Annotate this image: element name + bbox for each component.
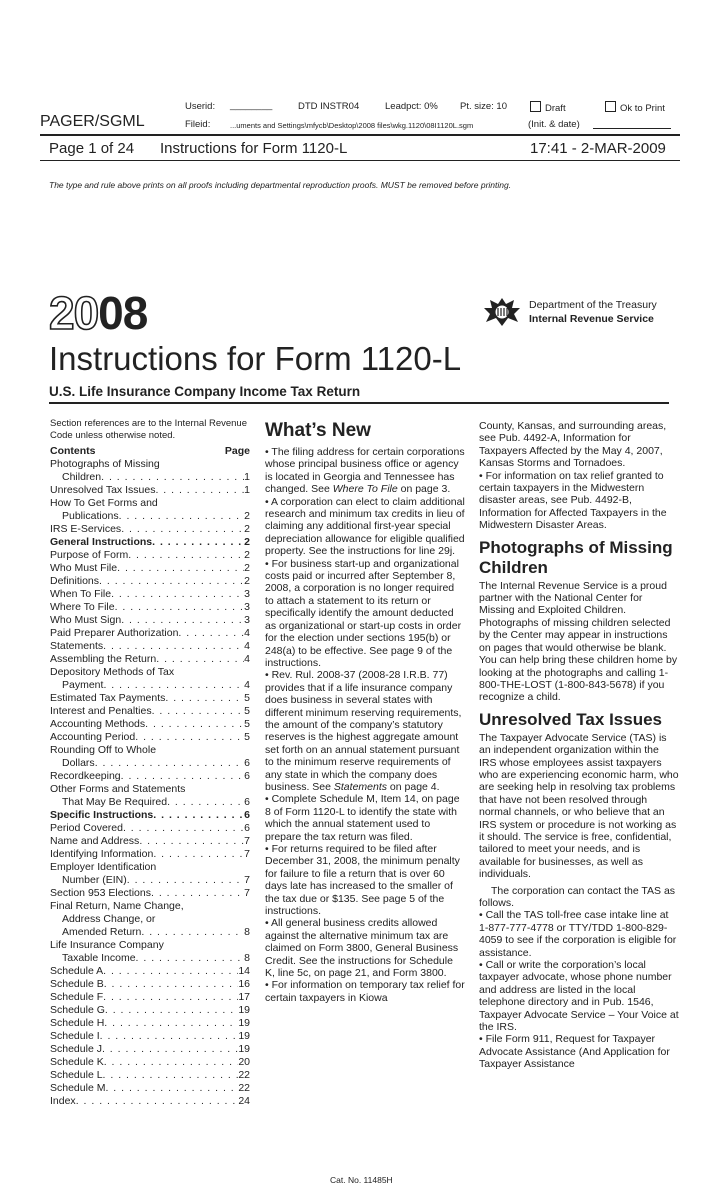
init-date-line xyxy=(593,128,671,129)
toc-entry-title: That May Be Required xyxy=(62,796,168,808)
toc-entry[interactable] xyxy=(50,1030,250,1043)
toc-entry[interactable] xyxy=(50,757,250,770)
toc-leader-dots xyxy=(178,627,244,640)
toc-entry[interactable] xyxy=(50,497,250,510)
toc-entry-page: 7 xyxy=(244,835,250,847)
toc-entry-title: Depository Methods of Tax xyxy=(50,666,175,678)
toc-entry[interactable] xyxy=(50,627,250,640)
toc-entry-page: 4 xyxy=(244,653,250,665)
table-of-contents xyxy=(50,418,250,1108)
toc-entry-page: 16 xyxy=(238,978,250,990)
toc-entry[interactable] xyxy=(50,653,250,666)
toc-entry-title: Period Covered xyxy=(50,822,123,834)
toc-entry-title: Dollars xyxy=(62,757,95,769)
toc-entry-title: Address Change, or xyxy=(62,913,156,925)
toc-entry[interactable] xyxy=(50,1095,250,1108)
tas-contact: The corporation can contact the TAS as follows. xyxy=(479,884,676,909)
toc-leader-dots xyxy=(105,1004,238,1017)
toc-entry-title: Accounting Period xyxy=(50,731,136,743)
toc-leader-dots xyxy=(152,536,244,549)
toc-entry-title: Number (EIN) xyxy=(62,874,127,886)
toc-entry-title: Unresolved Tax Issues xyxy=(50,484,156,496)
toc-entry[interactable] xyxy=(50,705,250,718)
toc-entry-title: Schedule H xyxy=(50,1017,105,1029)
toc-entry[interactable] xyxy=(50,783,250,796)
toc-entry-page: 3 xyxy=(244,601,250,613)
fileid-value: ...uments and Settings\mfycb\Desktop\2008 files\wkg.1120\08I1120L.sgm xyxy=(230,121,474,130)
toc-entry[interactable] xyxy=(50,887,250,900)
toc-entry-page: 6 xyxy=(244,770,250,782)
toc-page-label: Page xyxy=(224,445,250,457)
midwest-item: • For information on tax relief granted to certain taxpayers in the Midwestern disaster areas, see Pub. 4492-B, Information for Affected Taxpayers in the Midwestern Disaster Areas. xyxy=(479,470,679,532)
toc-entry-title: Definitions xyxy=(50,575,100,587)
kiowa-continuation: County, Kansas, and surrounding areas, see Pub. 4492-A, Information for Taxpayers Affected by the May 4, 2007, Kansas Storms and Tornadoes. xyxy=(479,420,667,470)
toc-entry[interactable] xyxy=(50,692,250,705)
toc-entry[interactable] xyxy=(50,900,250,913)
toc-entry-title: Who Must Sign xyxy=(50,614,122,626)
toc-entry-title: Estimated Tax Payments xyxy=(50,692,166,704)
checkbox-icon xyxy=(605,101,616,112)
toc-entry-page: 2 xyxy=(244,536,250,548)
toc-leader-dots xyxy=(145,718,244,731)
toc-entry-page: 19 xyxy=(238,1017,250,1029)
toc-entry-title: Employer Identification xyxy=(50,861,157,873)
toc-entry-title: Taxable Income xyxy=(62,952,136,964)
toc-entry[interactable] xyxy=(50,471,250,484)
dtd-label: DTD INSTR04 xyxy=(298,101,360,112)
toc-intro: Section references are to the Internal Revenue Code unless otherwise noted. xyxy=(50,418,247,441)
toc-entry[interactable] xyxy=(50,575,250,588)
toc-entry[interactable] xyxy=(50,1043,250,1056)
toc-entry-page: 6 xyxy=(244,822,250,834)
toc-entry-page: 4 xyxy=(244,627,250,639)
ok-to-print-checkbox[interactable] xyxy=(605,101,665,114)
toc-entry[interactable] xyxy=(50,718,250,731)
toc-entry[interactable] xyxy=(50,588,250,601)
irs-eagle-logo xyxy=(482,294,522,330)
toc-entry[interactable] xyxy=(50,874,250,887)
toc-entry-page: 22 xyxy=(238,1082,250,1094)
doc-title-label: Instructions for Form 1120-L xyxy=(160,140,348,157)
whats-new-item: • Complete Schedule M, Item 14, on page 8 of Form 1120-L to identify the state with which the annual statement used to prepare the tax return was filed. xyxy=(265,793,465,843)
year-outline: 20 xyxy=(49,287,99,339)
toc-leader-dots xyxy=(76,1095,239,1108)
toc-entry[interactable] xyxy=(50,835,250,848)
toc-entry-page: 8 xyxy=(244,926,250,938)
toc-entry[interactable] xyxy=(50,640,250,653)
toc-entry-page: 2 xyxy=(244,575,250,587)
toc-entry[interactable] xyxy=(50,939,250,952)
toc-leader-dots xyxy=(153,848,244,861)
toc-entry[interactable] xyxy=(50,796,250,809)
toc-entry-title: Children xyxy=(62,471,102,483)
toc-entry-page: 7 xyxy=(244,848,250,860)
toc-leader-dots xyxy=(100,1030,239,1043)
toc-entry[interactable] xyxy=(50,601,250,614)
toc-entry-title: IRS E-Services xyxy=(50,523,122,535)
whats-new-item: • The filing address for certain corporations whose principal business office or agency is located in Georgia and Tennessee has changed. See Where To File on page 3. xyxy=(265,446,465,496)
toc-entry-page: 7 xyxy=(244,874,250,886)
toc-leader-dots xyxy=(136,952,245,965)
toc-entry[interactable] xyxy=(50,1017,250,1030)
toc-leader-dots xyxy=(111,588,244,601)
toc-entry[interactable] xyxy=(50,666,250,679)
toc-entry[interactable] xyxy=(50,861,250,874)
toc-entry-title: Recordkeeping xyxy=(50,770,121,782)
toc-entry[interactable] xyxy=(50,1082,250,1095)
toc-entry[interactable] xyxy=(50,484,250,497)
toc-list xyxy=(50,458,250,1108)
toc-leader-dots xyxy=(101,471,244,484)
toc-entry[interactable] xyxy=(50,822,250,835)
whats-new-item: • A corporation can elect to claim additional research and minimum tax credits in lieu of claiming any additional first-year special depreciation allowance for eligible qualified property. See the instructions for line 29j. xyxy=(265,496,465,558)
toc-leader-dots xyxy=(117,562,244,575)
system-label: PAGER/SGML xyxy=(40,113,145,130)
toc-entry[interactable] xyxy=(50,562,250,575)
toc-leader-dots xyxy=(115,601,245,614)
toc-leader-dots xyxy=(102,1043,238,1056)
toc-entry-title: Schedule M xyxy=(50,1082,106,1094)
toc-entry-title: Who Must File xyxy=(50,562,118,574)
toc-entry-title: Section 953 Elections xyxy=(50,887,151,899)
toc-entry-page: 4 xyxy=(244,679,250,691)
toc-leader-dots xyxy=(121,770,245,783)
year-mark xyxy=(49,287,148,339)
toc-entry[interactable] xyxy=(50,1004,250,1017)
toc-leader-dots xyxy=(103,640,244,653)
toc-entry-page: 5 xyxy=(244,718,250,730)
toc-entry-title: Schedule F xyxy=(50,991,104,1003)
department-label: Department of the Treasury xyxy=(529,299,657,311)
header-rule-bottom xyxy=(40,160,680,161)
photos-paragraph: The Internal Revenue Service is a proud partner with the National Center for Missing and Exploited Children. Photographs of missing children selected by the Center may appear in instructions on pages that would otherwise be blank. You can help bring these children home by looking at the photographs and calling 1-800-THE-LOST (1-800-843-5678) if you recognize a child. xyxy=(479,579,678,704)
toc-entry[interactable] xyxy=(50,549,250,562)
toc-entry-title: Assembling the Return xyxy=(50,653,157,665)
proof-note: The type and rule above prints on all proofs including departmental reproduction proofs. MUST be removed before printing. xyxy=(49,180,512,190)
toc-leader-dots xyxy=(141,926,244,939)
toc-entry-page: 3 xyxy=(244,614,250,626)
toc-entry-title: Rounding Off to Whole xyxy=(50,744,157,756)
toc-entry-title: Purpose of Form xyxy=(50,549,129,561)
toc-leader-dots xyxy=(95,757,244,770)
toc-entry-title: How To Get Forms and xyxy=(50,497,158,509)
toc-leader-dots xyxy=(104,1017,238,1030)
toc-entry-title: Statements xyxy=(50,640,104,652)
toc-entry-title: Amended Return xyxy=(62,926,142,938)
agency-label: Internal Revenue Service xyxy=(529,313,654,325)
toc-entry[interactable] xyxy=(50,965,250,978)
whats-new-column xyxy=(265,420,465,1004)
header-rule xyxy=(40,134,680,136)
whats-new-item: • For business start-up and organizational costs paid or incurred after September 8, 2008, a corporation is no longer required to attach a statement to its return or specifically identify the amount deducted as organizational or start-up costs in order for the election under sections 195(b) or 248(a) to be effective. See page 9 of the instructions. xyxy=(265,558,465,670)
init-date-label: (Init. & date) xyxy=(528,119,580,130)
toc-entry[interactable] xyxy=(50,770,250,783)
page-of-label: Page 1 of 24 xyxy=(49,140,135,157)
toc-leader-dots xyxy=(139,835,244,848)
toc-entry-title: Schedule A xyxy=(50,965,104,977)
toc-entry-page: 3 xyxy=(244,588,250,600)
tas-paragraph: The Taxpayer Advocate Service (TAS) is an independent organization within the IRS whose employees assist taxpayers who are experiencing economic harm, who are seeking help in resolving tax problems that have not been resolved through normal channels, or who believe that an IRS system or procedure is not working as it should. The service is free, confidential, tailored to meet your needs, and is available for businesses, as well as individuals. xyxy=(479,731,679,881)
toc-leader-dots xyxy=(119,510,245,523)
toc-leader-dots xyxy=(123,822,244,835)
toc-leader-dots xyxy=(121,523,244,536)
toc-entry[interactable] xyxy=(50,679,250,692)
userid-value: ________ xyxy=(230,100,273,111)
toc-entry[interactable] xyxy=(50,913,250,926)
whats-new-item: • All general business credits allowed against the alternative minimum tax are claimed on Form 3800, General Business Credit. See the instructions for Schedule K, line 5c, on page 21, and Form 3800. xyxy=(265,917,465,979)
toc-entry-page: 22 xyxy=(238,1069,250,1081)
toc-entry-title: Payment xyxy=(62,679,104,691)
toc-entry-title: Schedule L xyxy=(50,1069,103,1081)
toc-entry-page: 4 xyxy=(244,640,250,652)
title-rule xyxy=(49,402,669,404)
year-bold: 08 xyxy=(98,287,148,339)
toc-leader-dots xyxy=(103,991,238,1004)
toc-leader-dots xyxy=(156,653,244,666)
toc-entry-title: Identifying Information xyxy=(50,848,154,860)
toc-entry-title: Accounting Methods xyxy=(50,718,146,730)
toc-leader-dots xyxy=(103,1069,239,1082)
tas-contact-item: • File Form 911, Request for Taxpayer Advocate Assistance (And Application for Taxpayer Assistance xyxy=(479,1033,679,1070)
toc-entry-title: Schedule B xyxy=(50,978,104,990)
toc-entry-title: Life Insurance Company xyxy=(50,939,164,951)
toc-leader-dots xyxy=(99,575,244,588)
toc-entry[interactable] xyxy=(50,926,250,939)
toc-entry[interactable] xyxy=(50,458,250,471)
toc-leader-dots xyxy=(128,549,244,562)
toc-header xyxy=(50,445,250,458)
page-title: Instructions for Form 1120-L xyxy=(49,340,462,377)
checkbox-icon xyxy=(530,101,541,112)
toc-entry-page: 20 xyxy=(238,1056,250,1068)
toc-entry-title: General Instructions xyxy=(50,536,153,548)
toc-entry-title: Name and Address xyxy=(50,835,140,847)
toc-entry-title: Schedule I xyxy=(50,1030,100,1042)
toc-entry[interactable] xyxy=(50,952,250,965)
tas-heading: Unresolved Tax Issues xyxy=(479,709,662,729)
tas-contact-item: • Call the TAS toll-free case intake line at 1-877-777-4778 or TTY/TDD 1-800-829-4059 to see if the corporation is eligible for assistance. xyxy=(479,909,679,959)
toc-entry-title: Schedule J xyxy=(50,1043,102,1055)
toc-entry-title: When To File xyxy=(50,588,112,600)
toc-leader-dots xyxy=(104,1056,239,1069)
toc-entry[interactable] xyxy=(50,536,250,549)
toc-entry[interactable] xyxy=(50,523,250,536)
toc-entry-page: 24 xyxy=(238,1095,250,1107)
toc-leader-dots xyxy=(167,796,244,809)
tas-contact-item: • Call or write the corporation’s local taxpayer advocate, whose phone number and address are listed in the local telephone directory and in Pub. 1546, Taxpayer Advocate Service – Your Voice at the IRS. xyxy=(479,959,679,1033)
toc-entry[interactable] xyxy=(50,809,250,822)
toc-entry[interactable] xyxy=(50,1056,250,1069)
toc-entry-title: Schedule K xyxy=(50,1056,104,1068)
toc-entry-page: 19 xyxy=(238,1030,250,1042)
toc-entry-page: 14 xyxy=(238,965,250,977)
toc-leader-dots xyxy=(165,692,244,705)
toc-entry-page: 19 xyxy=(238,1004,250,1016)
toc-entry[interactable] xyxy=(50,744,250,757)
toc-entry-title: Publications xyxy=(62,510,119,522)
toc-contents-label: Contents xyxy=(50,445,96,457)
toc-entry[interactable] xyxy=(50,510,250,523)
toc-entry-page: 17 xyxy=(238,991,250,1003)
whats-new-item: • For returns required to be filed after December 31, 2008, the minimum penalty for failure to file a return that is over 60 days late has increased to the smaller of the tax due or $135. See page 5 of the instructions. xyxy=(265,843,465,917)
toc-entry-page: 6 xyxy=(244,757,250,769)
whats-new-item: • For information on temporary tax relief for certain taxpayers in Kiowa xyxy=(265,979,465,1004)
toc-entry[interactable] xyxy=(50,1069,250,1082)
toc-entry-page: 2 xyxy=(244,549,250,561)
toc-leader-dots xyxy=(103,679,244,692)
toc-leader-dots xyxy=(127,874,244,887)
ptsize-label: Pt. size: 10 xyxy=(460,101,507,112)
toc-entry-title: Index xyxy=(50,1095,76,1107)
toc-leader-dots xyxy=(105,1082,238,1095)
catalog-number: Cat. No. 11485H xyxy=(330,1175,393,1185)
toc-entry-page: 6 xyxy=(244,796,250,808)
toc-entry-page: 6 xyxy=(244,809,250,821)
toc-leader-dots xyxy=(152,705,245,718)
toc-entry-title: Schedule G xyxy=(50,1004,105,1016)
toc-leader-dots xyxy=(121,614,244,627)
leadpct-label: Leadpct: 0% xyxy=(385,101,438,112)
toc-entry-page: 5 xyxy=(244,731,250,743)
toc-leader-dots xyxy=(155,484,244,497)
toc-entry-title: Photographs of Missing xyxy=(50,458,160,470)
right-column xyxy=(479,420,679,1071)
toc-entry[interactable] xyxy=(50,991,250,1004)
toc-entry[interactable] xyxy=(50,848,250,861)
photos-heading: Photographs of Missing Children xyxy=(479,537,673,577)
toc-entry-title: Specific Instructions xyxy=(50,809,154,821)
timestamp-label: 17:41 - 2-MAR-2009 xyxy=(530,140,666,157)
toc-leader-dots xyxy=(104,978,239,991)
toc-leader-dots xyxy=(103,965,238,978)
toc-leader-dots xyxy=(135,731,244,744)
whats-new-item: • Rev. Rul. 2008-37 (2008-28 I.R.B. 77) provides that if a life insurance company does business in several states with different minimum reserving requirements, the amount of the company’s statutory reserves is the highest aggregate amount set forth on an annual statement pursuant to the minimum reserve requirements of any state in which the company does business. See Statements on page 4. xyxy=(265,669,465,793)
toc-entry[interactable] xyxy=(50,731,250,744)
toc-leader-dots xyxy=(153,809,244,822)
toc-entry-page: 5 xyxy=(244,692,250,704)
toc-entry-title: Other Forms and Statements xyxy=(50,783,186,795)
toc-entry-page: 2 xyxy=(244,523,250,535)
ok-to-print-label: Ok to Print xyxy=(620,103,665,114)
toc-entry-page: 7 xyxy=(244,887,250,899)
toc-entry-title: Final Return, Name Change, xyxy=(50,900,184,912)
userid-label: Userid: xyxy=(185,101,216,112)
toc-entry-page: 1 xyxy=(244,471,250,483)
draft-label: Draft xyxy=(545,103,566,114)
toc-entry-title: Where To File xyxy=(50,601,115,613)
toc-entry-page: 1 xyxy=(244,484,250,496)
toc-entry-title: Interest and Penalties xyxy=(50,705,152,717)
toc-entry-page: 8 xyxy=(244,952,250,964)
toc-entry[interactable] xyxy=(50,614,250,627)
toc-leader-dots xyxy=(151,887,244,900)
fileid-label: Fileid: xyxy=(185,119,211,130)
toc-entry[interactable] xyxy=(50,978,250,991)
draft-checkbox[interactable] xyxy=(530,101,566,114)
toc-entry-title: Paid Preparer Authorization xyxy=(50,627,179,639)
whats-new-heading: What’s New xyxy=(265,420,371,441)
toc-entry-page: 19 xyxy=(238,1043,250,1055)
page-subtitle: U.S. Life Insurance Company Income Tax Return xyxy=(49,384,361,399)
toc-entry-page: 2 xyxy=(244,562,250,574)
toc-entry-page: 5 xyxy=(244,705,250,717)
toc-entry-page: 2 xyxy=(244,510,250,522)
